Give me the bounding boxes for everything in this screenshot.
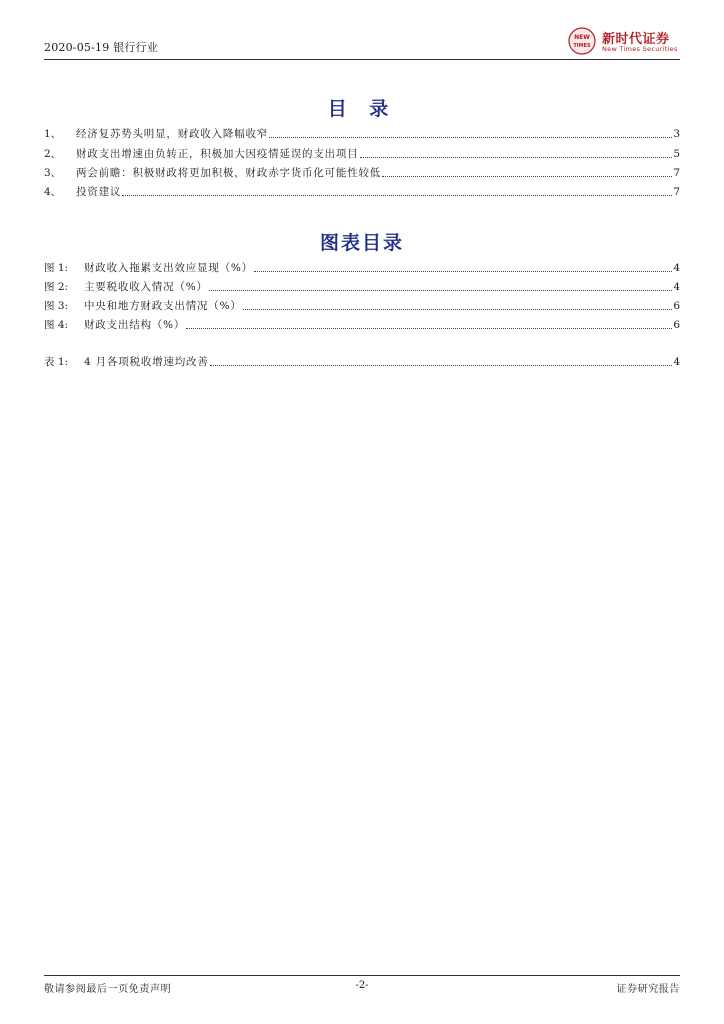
figure-item-page: 6 bbox=[673, 300, 680, 312]
svg-text:TIMES: TIMES bbox=[573, 43, 591, 49]
dot-leader bbox=[209, 281, 673, 291]
toc-item[interactable] bbox=[44, 126, 680, 141]
toc-item-page: 7 bbox=[673, 167, 680, 179]
toc-item-page: 3 bbox=[673, 128, 680, 140]
toc-item-text: 两会前瞻：积极财政将更加积极，财政赤字货币化可能性较低 bbox=[76, 167, 382, 179]
company-logo bbox=[568, 26, 680, 56]
figure-item-text: 主要税收收入情况（%） bbox=[84, 281, 208, 293]
dot-leader bbox=[382, 167, 672, 177]
toc-item[interactable] bbox=[44, 184, 680, 199]
toc-item-page: 7 bbox=[673, 186, 680, 198]
figure-item-number: 图 4: bbox=[44, 319, 69, 331]
toc-item-text: 财政支出增速由负转正，积极加大因疫情延误的支出项目 bbox=[76, 148, 359, 160]
dot-leader bbox=[122, 186, 672, 196]
figures-title: 图表目录 bbox=[319, 232, 404, 254]
figure-item-text: 中央和地方财政支出情况（%） bbox=[84, 300, 242, 312]
dot-leader bbox=[269, 128, 672, 138]
figure-item[interactable] bbox=[44, 298, 680, 313]
page-footer bbox=[44, 975, 680, 994]
dot-leader bbox=[360, 148, 673, 158]
figure-item[interactable] bbox=[44, 317, 680, 332]
figure-item-text: 财政收入拖累支出效应显现（%） bbox=[84, 262, 253, 274]
table-item-number: 表 1: bbox=[44, 356, 69, 368]
dot-leader bbox=[254, 262, 672, 272]
table-item[interactable] bbox=[44, 354, 680, 369]
svg-text:NEW: NEW bbox=[574, 34, 590, 41]
toc-title: 目 录 bbox=[327, 98, 397, 120]
dot-leader bbox=[243, 300, 673, 310]
figure-item-page: 4 bbox=[673, 281, 680, 293]
toc-item-page: 5 bbox=[673, 148, 680, 160]
toc-item-number: 4、 bbox=[44, 186, 62, 198]
dot-leader bbox=[210, 356, 673, 366]
figure-item-number: 图 3: bbox=[44, 300, 69, 312]
logo-seal-icon bbox=[568, 27, 596, 55]
figure-item-number: 图 2: bbox=[44, 281, 69, 293]
header-date-sector: 2020-05-19 银行行业 bbox=[44, 41, 158, 54]
toc-item-number: 2、 bbox=[44, 148, 62, 160]
logo-name-en: New Times Securities bbox=[602, 45, 678, 53]
figure-item[interactable] bbox=[44, 279, 680, 294]
toc-item-number: 1、 bbox=[44, 128, 62, 140]
toc-item[interactable] bbox=[44, 165, 680, 180]
footer-report-type: 证券研究报告 bbox=[616, 984, 680, 995]
figure-item-page: 6 bbox=[673, 319, 680, 331]
logo-name-cn: 新时代证券 bbox=[602, 32, 670, 47]
footer-disclaimer: 敬请参阅最后一页免责声明 bbox=[44, 984, 172, 995]
toc-item-text: 投资建议 bbox=[76, 186, 122, 198]
table-item-text: 4 月各项税收增速均改善 bbox=[84, 356, 209, 368]
toc-item-number: 3、 bbox=[44, 167, 62, 179]
figure-item[interactable] bbox=[44, 260, 680, 275]
toc-item-text: 经济复苏势头明显，财政收入降幅收窄 bbox=[76, 128, 269, 140]
toc-item[interactable] bbox=[44, 146, 680, 161]
page-number: -2- bbox=[355, 980, 369, 991]
figure-item-number: 图 1: bbox=[44, 262, 69, 274]
figure-item-text: 财政支出结构（%） bbox=[84, 319, 186, 331]
figure-item-page: 4 bbox=[673, 262, 680, 274]
table-item-page: 4 bbox=[673, 356, 680, 368]
page-header bbox=[44, 26, 680, 60]
dot-leader bbox=[186, 319, 672, 329]
